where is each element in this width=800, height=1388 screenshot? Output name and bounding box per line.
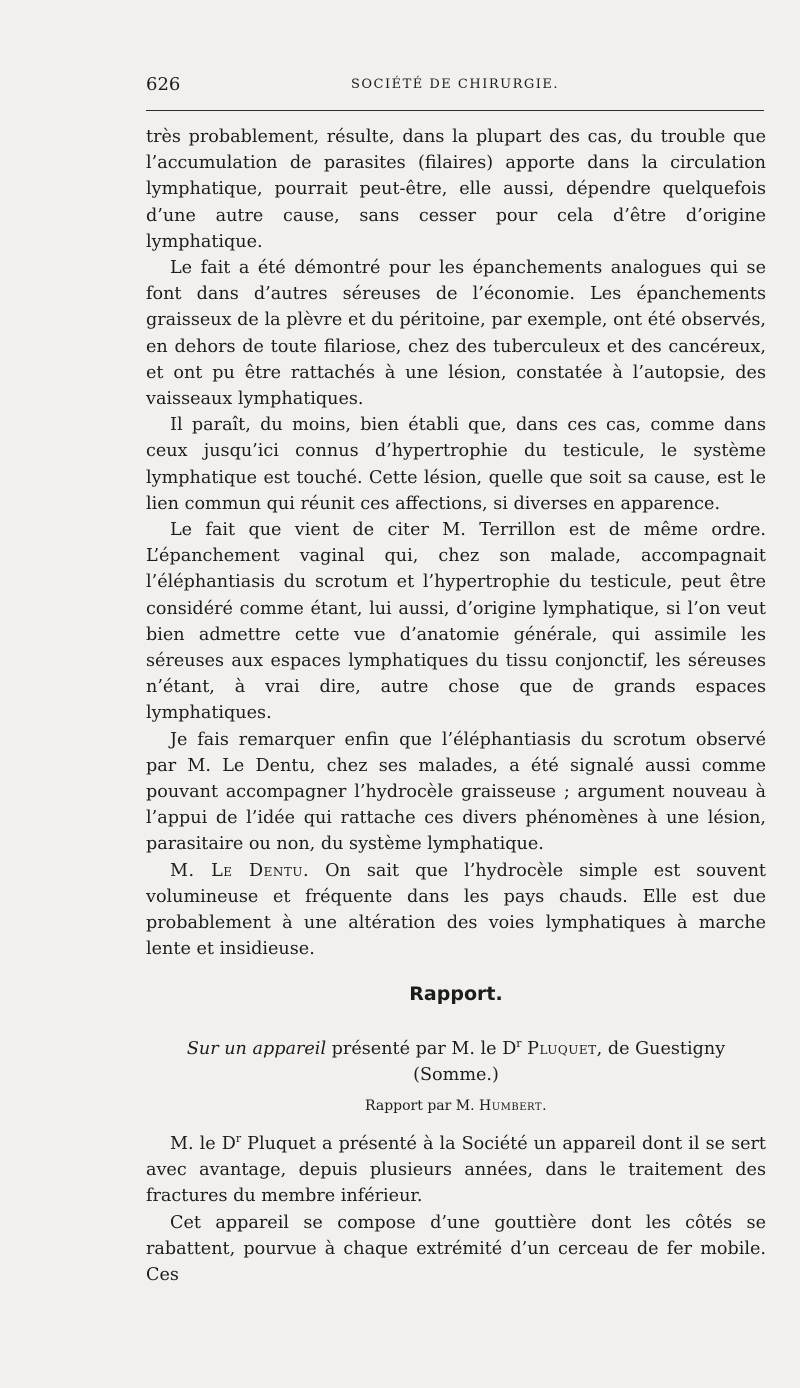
byline-prefix: Rapport par M.	[364, 1098, 475, 1114]
byline-name: Humbert.	[479, 1098, 548, 1114]
header-rule	[146, 110, 764, 111]
speaker-text: On sait que l’hydrocèle simple est souvent volumineuse et fréquente dans les pays chauds. Elle est due probablement à une altération des voies lymphatiques à marche lente et insidieuse.	[146, 860, 766, 960]
paragraph: Le fait que vient de citer M. Terrillon est de même ordre. L’épanchement vaginal qui, chez son malade, accompagnait l’éléphantiasis du scrotum et l’hypertrophie du testicule, peut être considéré comme étant, lui aussi, d’origine lymphatique, si l’on veut bien admettre cette vue d’anatomie générale, qui assimile les séreuses aux espaces lymphatiques du tissu conjonctif, les séreuses n’étant, à vrai dire, autre chose que de grands espaces lymphatiques.	[146, 520, 766, 724]
subject-text: présenté par M. le D	[331, 1039, 517, 1059]
paragraph: Je fais remarquer enfin que l’éléphantiasis du scrotum observé par M. Le Dentu, chez ses malades, a été signalé aussi comme pouvant accompagner l’hydrocèle graisseuse ; argument nouveau à l’appui de l’idée qui rattache ces divers phénomènes à une lésion, parasitaire ou non, du système lymphatique.	[146, 729, 766, 855]
speaker-name: M. Le Dentu.	[170, 860, 310, 881]
page-header	[146, 74, 764, 98]
paragraph: Il paraît, du moins, bien établi que, dans ces cas, comme dans ceux jusqu’ici connus d’hypertrophie du testicule, le système lymphatique est touché. Cette lésion, quelle que soit sa cause, est le lien commun qui réunit ces affections, si diverses en apparence.	[146, 415, 766, 514]
report-subject-line	[146, 1036, 766, 1088]
body-text	[146, 124, 766, 963]
subject-sup: r	[516, 1037, 522, 1051]
p1-sup: r	[235, 1132, 242, 1146]
section-title: Rapport.	[409, 983, 503, 1005]
p1-after: Pluquet a présenté à la Société un appareil dont il se sert avec avantage, depuis plusieurs années, dans le traitement des fractures du membre inférieur.	[146, 1134, 766, 1207]
p1-before: M. le D	[170, 1134, 236, 1154]
paragraph: Cet appareil se compose d’une gouttière dont les côtés se rabattent, pourvue à chaque extrémité d’un cerceau de fer mobile. Ces	[146, 1212, 766, 1286]
report-text	[146, 1131, 766, 1288]
subject-italic: Sur un appareil	[186, 1039, 327, 1059]
report-subject	[146, 1036, 766, 1088]
le-dentu-paragraph	[146, 858, 766, 963]
running-head: SOCIÉTÉ DE CHIRURGIE.	[350, 77, 560, 92]
subject-place: , de Guestigny (Somme.)	[413, 1039, 726, 1085]
page-number: 626	[146, 74, 181, 95]
paragraph: Le fait a été démontré pour les épanchements analogues qui se font dans d’autres séreuses de l’économie. Les épanchements graisseux de la plèvre et du péritoine, par exemple, ont été observés, en dehors de toute filariose, chez des tuberculeux et des cancéreux, et ont pu être rattachés à une lésion, constatée à l’autopsie, des vaisseaux lymphatiques.	[146, 258, 766, 410]
paragraph: très probablement, résulte, dans la plupart des cas, du trouble que l’accumulation de parasites (filaires) apporte dans la circulation lymphatique, pourrait peut-être, elle aussi, dépendre quelquefois d’une autre cause, sans cesser pour cela d’être d’origine lymphatique.	[146, 127, 766, 252]
subject-name: Pluquet	[527, 1039, 597, 1059]
report-byline	[146, 1098, 766, 1114]
paragraph	[146, 1131, 766, 1210]
